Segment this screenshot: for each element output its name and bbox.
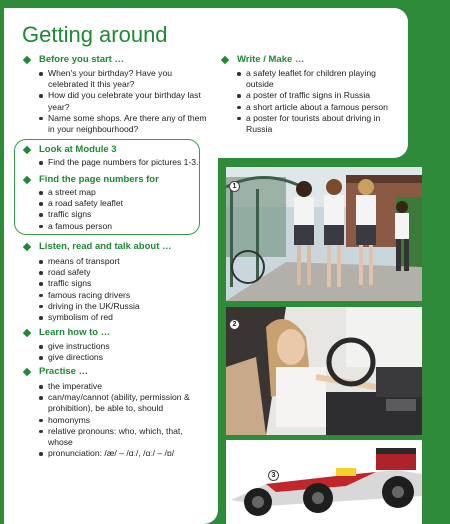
diamond-bullet-icon bbox=[23, 328, 31, 336]
item-list bbox=[38, 68, 209, 135]
item-list bbox=[38, 157, 200, 168]
item-list bbox=[236, 68, 402, 135]
section-look-at-module bbox=[24, 143, 200, 168]
driver-illustration bbox=[226, 307, 422, 435]
photo-number-badge: 2 bbox=[229, 319, 240, 330]
section-heading: Write / Make … bbox=[237, 54, 305, 65]
section-listen-read-talk bbox=[24, 240, 209, 323]
schoolgirls-illustration bbox=[226, 167, 422, 301]
diamond-bullet-icon bbox=[23, 367, 31, 375]
diamond-bullet-icon bbox=[23, 242, 31, 250]
list-item: Name some shops. Are there any of them in your neighbourhood? bbox=[38, 113, 209, 135]
section-heading: Learn how to … bbox=[39, 327, 111, 338]
list-item: How did you celebrate your birthday last year? bbox=[38, 90, 209, 112]
list-item: traffic signs bbox=[38, 278, 209, 289]
diamond-bullet-icon bbox=[23, 55, 31, 63]
section-before-you-start bbox=[24, 53, 209, 135]
section-write-make bbox=[222, 53, 402, 135]
list-item: a famous person bbox=[38, 221, 200, 232]
list-item: a short article about a famous person bbox=[236, 102, 402, 113]
list-item: homonyms bbox=[38, 415, 209, 426]
list-item: famous racing drivers bbox=[38, 290, 209, 301]
section-heading: Listen, read and talk about … bbox=[39, 241, 172, 252]
list-item: can/may/cannot (ability, permission & prohibition), be able to, should bbox=[38, 392, 209, 414]
section-learn-how-to bbox=[24, 326, 209, 363]
list-item: give instructions bbox=[38, 341, 209, 352]
section-find-page-numbers bbox=[24, 173, 200, 232]
section-heading: Find the page numbers for bbox=[39, 174, 159, 185]
item-list bbox=[38, 341, 209, 363]
list-item: a poster of traffic signs in Russia bbox=[236, 90, 402, 101]
list-item: pronunciation: /æ/ – /ɑː/, /ɑː/ – /ɒ/ bbox=[38, 448, 209, 459]
photo-number-badge: 3 bbox=[268, 470, 279, 481]
list-item: the imperative bbox=[38, 381, 209, 392]
photo-schoolgirls-walking bbox=[226, 167, 422, 301]
list-item: symbolism of red bbox=[38, 312, 209, 323]
section-heading: Practise … bbox=[39, 366, 89, 377]
racing-car-illustration bbox=[226, 440, 422, 524]
list-item: Find the page numbers for pictures 1-3. bbox=[38, 157, 200, 168]
photo-woman-driving bbox=[226, 307, 422, 435]
section-heading: Look at Module 3 bbox=[39, 144, 117, 155]
list-item: road safety bbox=[38, 267, 209, 278]
list-item: traffic signs bbox=[38, 209, 200, 220]
section-practise bbox=[24, 365, 209, 459]
list-item: relative pronouns: who, which, that, whose bbox=[38, 426, 209, 448]
diamond-bullet-icon bbox=[221, 55, 229, 63]
list-item: means of transport bbox=[38, 256, 209, 267]
item-list bbox=[38, 187, 200, 232]
diamond-bullet-icon bbox=[23, 145, 31, 153]
list-item: a street map bbox=[38, 187, 200, 198]
photo-number-badge: 1 bbox=[229, 181, 240, 192]
photo-racing-car bbox=[226, 440, 422, 524]
page-title: Getting around bbox=[22, 22, 168, 47]
list-item: give directions bbox=[38, 352, 209, 363]
list-item: driving in the UK/Russia bbox=[38, 301, 209, 312]
diamond-bullet-icon bbox=[23, 175, 31, 183]
list-item: When’s your birthday? Have you celebrated it this year? bbox=[38, 68, 209, 90]
item-list bbox=[38, 256, 209, 323]
list-item: a poster for tourists about driving in Russia bbox=[236, 113, 402, 135]
section-heading: Before you start … bbox=[39, 54, 124, 65]
list-item: a road safety leaflet bbox=[38, 198, 200, 209]
list-item: a safety leaflet for children playing outside bbox=[236, 68, 402, 90]
item-list bbox=[38, 381, 209, 459]
